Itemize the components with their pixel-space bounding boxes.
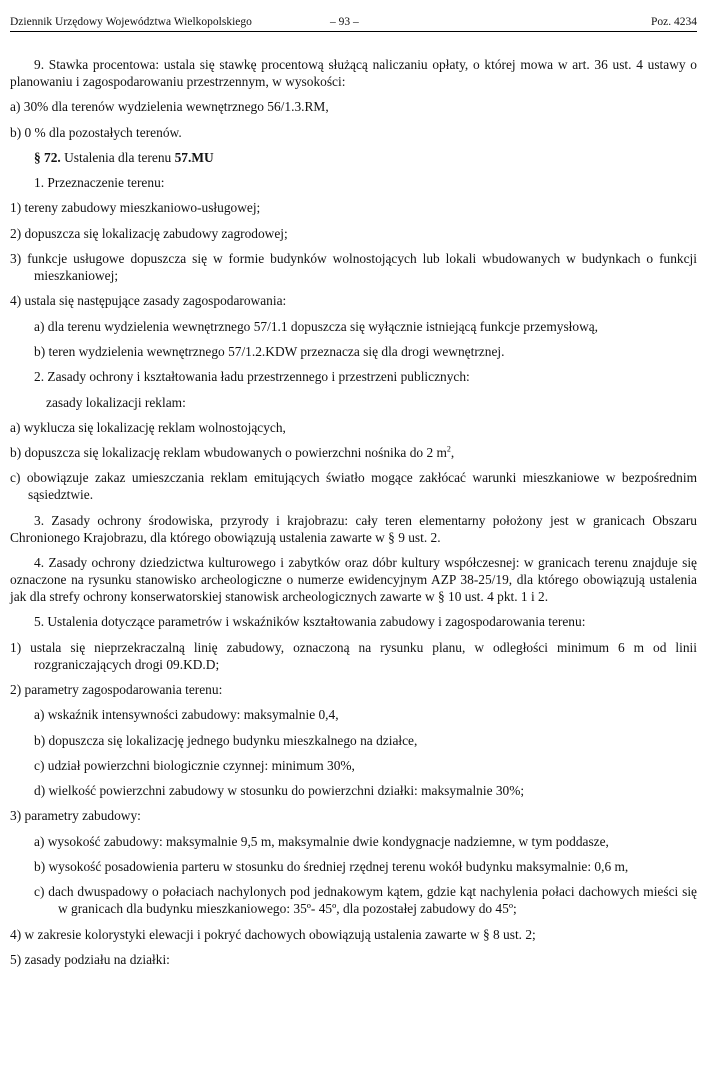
list-item: b) teren wydzielenia wewnętrznego 57/1.2.KDW przeznacza się dla drogi wewnętrznej. [34,343,505,359]
page-header [10,11,697,32]
list-item: a) wskaźnik intensywności zabudowy: maksymalnie 0,4, [34,707,339,723]
list-item: a) 30% dla terenów wydzielenia wewnętrznego 56/1.3.RM, [10,99,329,115]
list-item: 2) dopuszcza się lokalizację zabudowy zagrodowej; [10,225,288,241]
section-number: § 72. [34,149,65,165]
page-number: – 93 – [330,16,359,28]
list-item: 3) parametry zabudowy: [10,808,141,824]
list-item: c) udział powierzchni biologicznie czynnej: minimum 30%, [34,757,355,773]
subsection-3: 3. Zasady ochrony środowiska, przyrody i krajobrazu: cały teren elementarny położony jest w granicach Obszaru Chronionego Krajobrazu, dla którego obowiązują ustalenia zawarte w § 9 ust. 2. [10,512,697,545]
list-item: 4) w zakresie kolorystyki elewacji i pokryć dachowych obowiązują ustalenia zawarte w § 8 ust. 2; [10,926,536,942]
list-item: b) 0 % dla pozostałych terenów. [10,124,182,140]
list-item: 3) funkcje usługowe dopuszcza się w formie budynków wolnostojących lub lokali wbudowanych w budynkach o funkcji mieszkaniowej; [10,251,697,284]
position-number: Poz. 4234 [651,16,697,28]
section-heading-72 [10,149,697,166]
list-item: c) obowiązuje zakaz umieszczania reklam emitujących światło mogące zakłócać warunki mieszkaniowe w bezpośrednim sąsiedztwie. [10,470,697,503]
list-item: 2) parametry zagospodarowania terenu: [10,681,223,697]
list-item [10,444,697,461]
list-item: 5) zasady podziału na działki: [10,951,170,967]
subsection-2-heading: zasady lokalizacji reklam: [46,394,186,410]
list-item: b) dopuszcza się lokalizację jednego budynku mieszkalnego na działce, [34,732,418,748]
list-item: 1) ustala się nieprzekraczalną linię zabudowy, oznaczoną na rysunku planu, w odległości minimum 6 m od linii rozgraniczających drogi 09.KD.D; [10,639,697,672]
list-item: 1) tereny zabudowy mieszkaniowo-usługowej; [10,200,261,216]
superscript: 2 [446,444,451,454]
subsection-1: 1. Przeznaczenie terenu: [34,175,165,191]
document-body [10,56,697,976]
list-item: a) wysokość zabudowy: maksymalnie 9,5 m, maksymalnie dwie kondygnacje nadziemne, w tym poddasze, [34,833,609,849]
section-title: Ustalenia dla terenu [64,149,175,165]
list-item: c) dach dwuspadowy o połaciach nachylonych pod jednakowym kątem, gdzie kąt nachylenia połaci dachowych mieści się w granicach dla budynku mieszkaniowego: 35º- 45º, dla pozostałej zabudowy do 45º; [34,884,697,917]
list-item: b) wysokość posadowienia parteru w stosunku do średniej rzędnej terenu wokół budynku maksymalnie: 0,6 m, [34,859,629,875]
paragraph-9: 9. Stawka procentowa: ustala się stawkę procentową służącą naliczaniu opłaty, o której mowa w art. 36 ust. 4 ustawy o planowaniu i zagospodarowaniu przestrzennym, w wysokości: [10,57,697,89]
journal-title: Dziennik Urzędowy Województwa Wielkopolskiego [10,16,252,28]
list-item: a) wyklucza się lokalizację reklam wolnostojących, [10,419,286,435]
subsection-5: 5. Ustalenia dotyczące parametrów i wskaźników kształtowania zabudowy i zagospodarowania terenu: [34,614,586,630]
list-item-text: b) dopuszcza się lokalizację reklam wbudowanych o powierzchni nośnika do 2 m [10,445,447,461]
subsection-4: 4. Zasady ochrony dziedzictwa kulturowego i zabytków oraz dóbr kultury współczesnej: w granicach terenu znajduje się oznaczone na rysunku stanowisko archeologiczne o numerze ewidencyjnym AZP 38-25/19, dla którego obowiązują ustalenia jak dla strefy ochrony konserwatorskiej stanowisk archeologicznych zawarte w § 10 ust. 4 pkt. 1 i 2. [10,555,697,605]
list-item: a) dla terenu wydzielenia wewnętrznego 57/1.1 dopuszcza się wyłącznie istniejącą funkcje przemysłową, [34,318,599,334]
section-title-bold: 57.MU [174,149,214,165]
list-item-text-end: , [450,445,455,461]
list-item: d) wielkość powierzchni zabudowy w stosunku do powierzchni działki: maksymalnie 30%; [34,783,525,799]
subsection-2: 2. Zasady ochrony i kształtowania ładu przestrzennego i przestrzeni publicznych: [34,369,470,385]
list-item: 4) ustala się następujące zasady zagospodarowania: [10,293,287,309]
